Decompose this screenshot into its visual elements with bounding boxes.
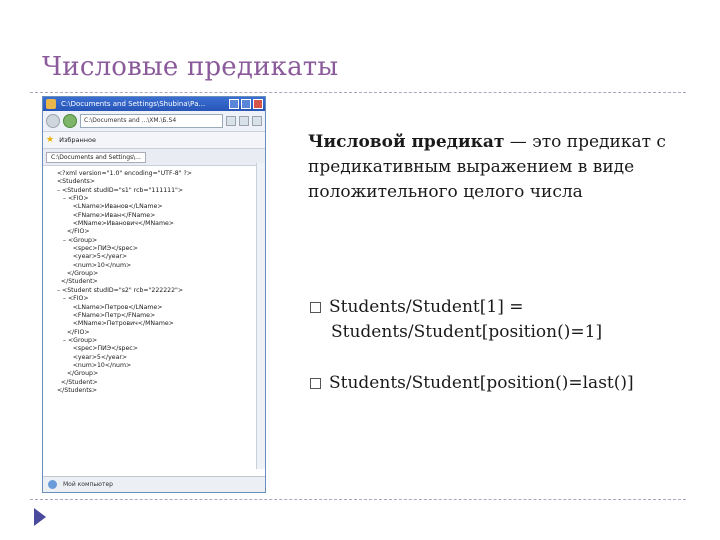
address-bar[interactable]: C:\Documents and ...\ХМ.\Б.S4 [80, 114, 223, 128]
xml-line: <MName>Иванович</MName> [57, 220, 174, 228]
xml-line: </Group> [57, 270, 99, 278]
xml-line: </Student> [57, 278, 98, 286]
browser-screenshot [42, 96, 266, 493]
bullet-box-icon [310, 378, 321, 389]
xml-line: <MName>Петрович</MName> [57, 320, 174, 328]
stop-button[interactable] [252, 116, 262, 126]
xml-line: <year>5</year> [57, 253, 128, 261]
xml-line[interactable]: – <Group> [57, 236, 98, 244]
xml-line: <LName>Иванов</LName> [57, 203, 163, 211]
xml-line[interactable]: – <Group> [57, 336, 98, 344]
xml-line[interactable]: – <FIO> [57, 295, 89, 303]
xml-line: <FName>Иван</FName> [57, 211, 156, 219]
xml-line: <num>10</num> [57, 361, 132, 369]
xml-line: <spec>ПИЭ</spec> [57, 245, 138, 253]
slide-title: Числовые предикаты [42, 52, 339, 82]
bullet-box-icon [310, 302, 321, 313]
xml-line: <LName>Петров</LName> [57, 303, 163, 311]
xml-line: </Students> [57, 386, 98, 394]
xml-line: </Student> [57, 378, 98, 386]
xml-line: <?xml version="1.0" encoding="UTF-8" ?> [57, 170, 192, 177]
definition-term: Числовой предикат [308, 132, 505, 152]
go-button[interactable] [226, 116, 236, 126]
xml-line: <year>5</year> [57, 353, 128, 361]
status-bar [43, 476, 265, 492]
bullet-1-line-2: Students/Student[position()=1] [331, 322, 603, 342]
forward-button[interactable] [63, 114, 77, 128]
xml-line: <spec>ПИЭ</spec> [57, 345, 138, 353]
browser-tab[interactable]: C:\Documents and Settings\... [46, 152, 146, 163]
browser-titlebar [43, 97, 265, 111]
xml-line[interactable]: – <Student studID="s2" rcb="222222"> [57, 286, 184, 294]
xml-line: </FIO> [57, 228, 90, 236]
xml-line[interactable]: – <FIO> [57, 195, 89, 203]
address-row [43, 111, 265, 132]
minimize-button[interactable] [229, 99, 239, 109]
definition-rest: — это предикат с предикативным выражением в виде положительного целого числа [308, 132, 666, 202]
bullet-1-line-1: Students/Student[1] = [329, 297, 524, 317]
star-icon[interactable]: ★ [46, 135, 55, 145]
ie-app-icon [46, 99, 56, 109]
maximize-button[interactable] [241, 99, 251, 109]
bullet-item-1 [310, 295, 602, 345]
xml-line: </FIO> [57, 328, 90, 336]
computer-icon [48, 480, 57, 489]
favorites-bar [43, 132, 265, 149]
slide-marker-triangle [34, 508, 46, 526]
xml-line: <Students> [57, 178, 95, 186]
favorites-label[interactable]: Избранное [59, 136, 96, 144]
window-buttons [229, 99, 263, 109]
vertical-scrollbar[interactable] [256, 163, 265, 469]
definition-text [308, 130, 703, 205]
browser-window-title: C:\Documents and Settings\Shubina\Ра... [61, 100, 206, 108]
xml-line: </Group> [57, 370, 99, 378]
xml-document-view [43, 166, 265, 460]
bottom-divider [30, 499, 686, 500]
xml-line: <FName>Петр</FName> [57, 311, 156, 319]
top-divider [30, 92, 686, 93]
refresh-button[interactable] [239, 116, 249, 126]
tab-row [43, 149, 265, 166]
bullet-item-2 [310, 371, 634, 396]
xml-line[interactable]: – <Student studID="s1" rcb="111111"> [57, 186, 184, 194]
close-button[interactable] [253, 99, 263, 109]
bullet-2-line-1: Students/Student[position()=last()] [329, 373, 634, 393]
back-button[interactable] [46, 114, 60, 128]
xml-line: <num>10</num> [57, 261, 132, 269]
status-text: Мой компьютер [63, 481, 113, 488]
